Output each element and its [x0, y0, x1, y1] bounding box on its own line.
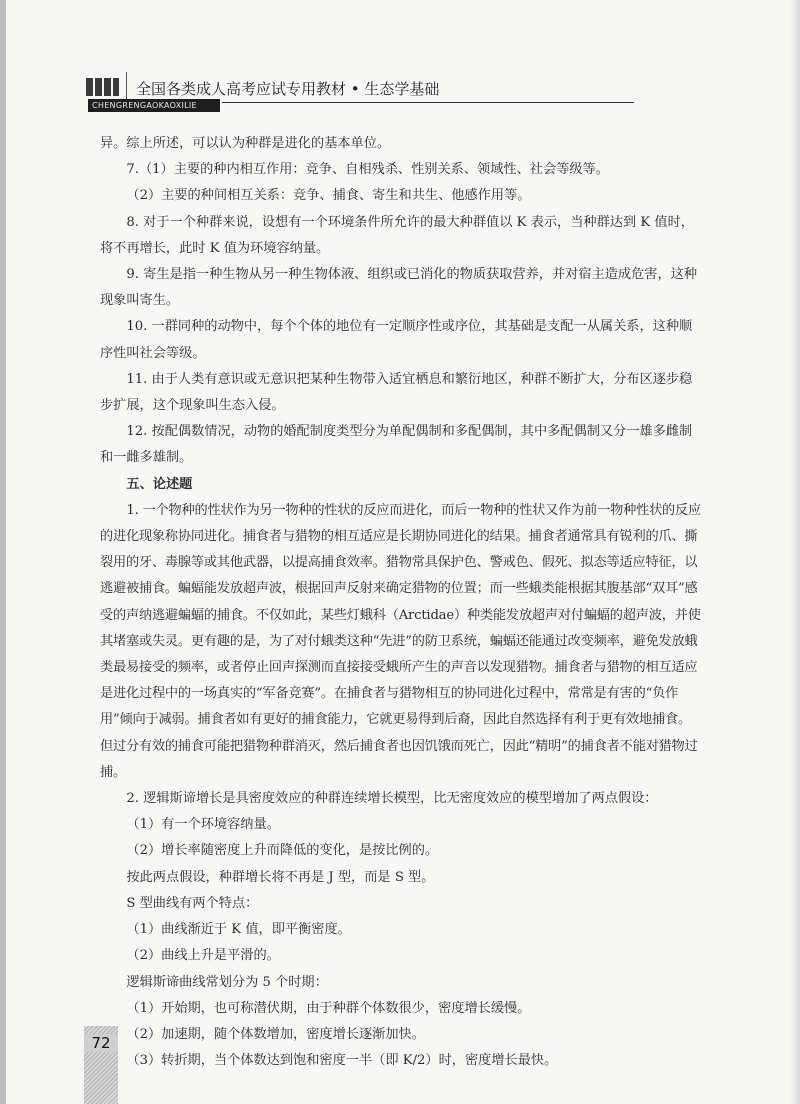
answer-item: （2）主要的种间相互关系：竞争、捕食、寄生和共生、他感作用等。	[126, 188, 531, 204]
section-heading: 五、论述题	[126, 476, 193, 492]
page-right-edge	[790, 0, 800, 1104]
list-item: （1）曲线渐近于 K 值，即平衡密度。	[126, 922, 351, 938]
answer-item: 12. 按配偶数情况，动物的婚配制度类型分为单配偶制和多配偶制，其中多配偶制又分一雄多雌制和一雌多雄制。	[100, 424, 693, 466]
page-left-edge	[0, 0, 6, 1104]
answer-item: 11. 由于人类有意识或无意识把某种生物带入适宜栖息和繁衍地区，种群不断扩大，分布区逐步稳步扩展，这个现象叫生态入侵。	[100, 371, 693, 414]
answer-item: 10. 一群同种的动物中，每个个体的地位有一定顺序性或序位，其基础是支配一从属关系，这种顺序性叫社会等级。	[100, 319, 693, 361]
running-header	[86, 72, 636, 120]
list-item: （1）开始期，也可称潜伏期，由于种群个体数很少，密度增长缓慢。	[126, 1000, 531, 1016]
page-number: 72	[84, 1034, 118, 1052]
essay-answer: 1. 一个物种的性状作为另一物种的性状的反应而进化，而后一物种的性状又作为前一物种性状的反应的进化现象称协同进化。捕食者与猎物的相互适应是长期协同进化的结果。捕食者通常具有锐利的爪、撕裂用的牙、毒腺等或其他武器，以提高捕食效率。猎物常具保护色、警戒色、假死、拟态等适应特征，以逃避被捕食。蝙蝠能发放超声波，根据回声反射来确定猎物的位置；而一些蛾类能根据其腹基部“双耳”感受的声纳逃避蝙蝠的捕食。不仅如此，某些灯蛾科（Arctidae）种类能发放超声对付蝙蝠的超声波，并使其堵塞或失灵。更有趣的是，为了对付蛾类这种“先进”的防卫系统，蝙蝠还能通过改变频率，避免发放蛾类最易接受的频率，或者停止回声探测而直接接受蛾所产生的声音以发现猎物。捕食者与猎物的相互适应是进化过程中的一场真实的“军备竞赛”。在捕食者与猎物相互的协同进化过程中，常常是有害的“负作用”倾向于减弱。捕食者如有更好的捕食能力，它就更易得到后裔，因此自然选择有利于更有效地捕食。但过分有效的捕食可能把猎物种群消灭，然后捕食者也因饥饿而死亡，因此“精明”的捕食者不能对猎物过捕。	[100, 502, 702, 780]
page-body	[100, 131, 702, 1074]
header-divider	[126, 72, 127, 102]
answer-item: 7.（1）主要的种内相互作用：竞争、自相残杀、性别关系、领域性、社会等级等。	[126, 162, 609, 178]
header-decoration-blocks	[86, 78, 124, 98]
answer-item: 8. 对于一个种群来说，设想有一个环境条件所允许的最大种群值以 K 表示，当种群达到 K 值时，将不再增长，此时 K 值为环境容纳量。	[100, 214, 694, 256]
answer-item: 9. 寄生是指一种生物从另一种生物体液、组织或已消化的物质获取营养，并对宿主造成危害，这种现象叫寄生。	[100, 267, 698, 309]
list-item: （2）增长率随密度上升而降低的变化，是按比例的。	[126, 843, 439, 859]
paragraph: 按此两点假设，种群增长将不再是 J 型，而是 S 型。	[126, 869, 435, 885]
list-item: （3）转折期，当个体数达到饱和密度一半（即 K/2）时，密度增长最快。	[126, 1053, 558, 1069]
paragraph: 逻辑斯谛曲线常划分为 5 个时期：	[126, 974, 328, 990]
list-item: （2）加速期，随个体数增加，密度增长逐渐加快。	[126, 1026, 425, 1042]
header-rule	[222, 102, 634, 103]
paragraph: S 型曲线有两个特点：	[126, 895, 259, 911]
essay-answer: 2. 逻辑斯谛增长是具密度效应的种群连续增长模型，比无密度效应的模型增加了两点假设：	[126, 791, 658, 807]
header-title: 全国各类成人高考应试专用教材 • 生态学基础	[136, 80, 440, 98]
header-series-label: CHENGRENGAOKAOXILIE	[88, 99, 220, 112]
list-item: （1）有一个环境容纳量。	[126, 817, 280, 833]
paragraph: 异。综上所述，可以认为种群是进化的基本单位。	[100, 136, 391, 151]
list-item: （2）曲线上升是平滑的。	[126, 948, 280, 964]
page-number-tab	[84, 1026, 118, 1104]
